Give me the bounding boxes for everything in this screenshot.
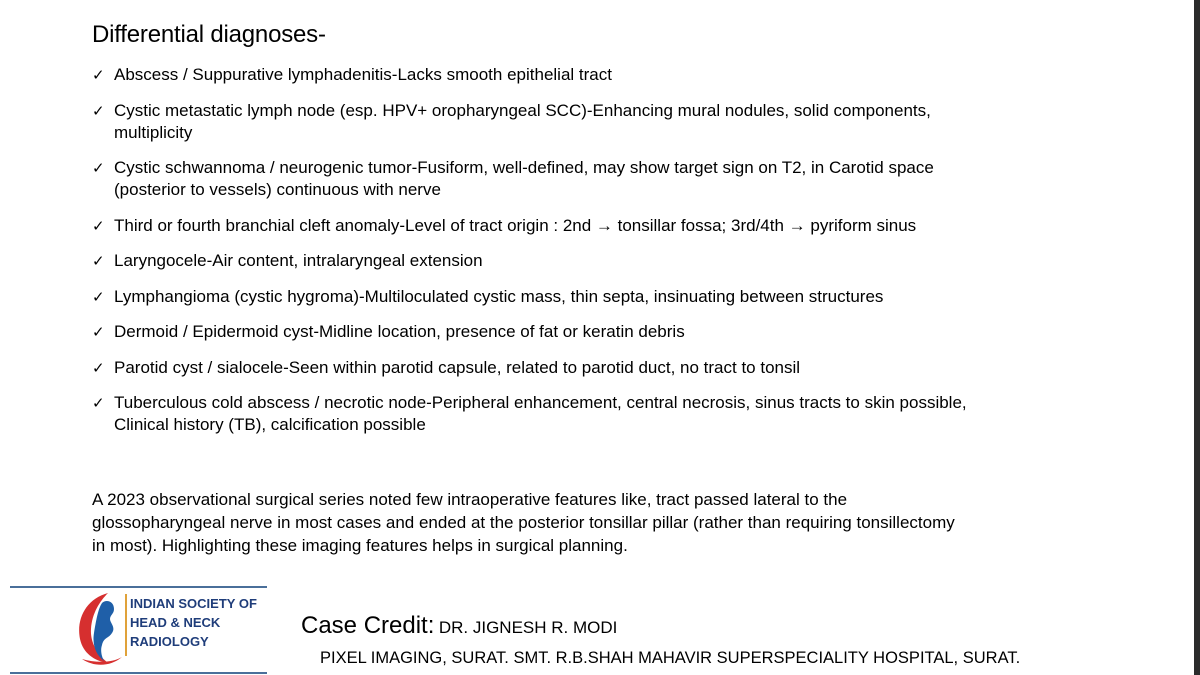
list-item [92, 357, 1092, 379]
item-text: Lymphangioma (cystic hygroma)-Multiloculated cystic mass, thin septa, insinuating between structures [114, 286, 884, 306]
case-credit [301, 611, 617, 641]
list-item [92, 215, 1092, 237]
list-item [92, 392, 1092, 436]
list-item [92, 100, 1092, 144]
checkmark-icon: ✓ [92, 323, 105, 341]
item-text: Cystic schwannoma / neurogenic tumor-Fusiform, well-defined, may show target sign on T2, in Carotid space [114, 158, 934, 177]
list-item [92, 286, 1092, 308]
item-text: Laryngocele-Air content, intralaryngeal extension [114, 251, 483, 270]
list-item [92, 250, 1092, 272]
list-item [92, 157, 1092, 201]
item-text: Abscess / Suppurative lymphadenitis-Lacks smooth epithelial tract [114, 65, 612, 84]
checkmark-icon: ✓ [92, 358, 105, 377]
item-text: Tuberculous cold abscess / necrotic node-Peripheral enhancement, central necrosis, sinus tracts to skin possible, [114, 393, 967, 412]
item-text: Cystic metastatic lymph node (esp. HPV+ oropharyngeal SCC)-Enhancing mural nodules, solid components, [114, 100, 931, 120]
logo-line: RADIOLOGY [130, 634, 209, 649]
note-line: A 2023 observational surgical series noted few intraoperative features like, tract passed lateral to the [92, 490, 848, 509]
list-item [92, 64, 1092, 86]
item-text-continued: multiplicity [114, 122, 193, 142]
logo-top-rule [10, 586, 267, 588]
item-text: Parotid cyst / sialocele-Seen within parotid capsule, related to parotid duct, no tract to tonsil [114, 357, 801, 377]
note-line: glossopharyngeal nerve in most cases and ended at the posterior tonsillar pillar (rather than requiring tonsillectomy [92, 513, 955, 532]
slide-edge-bar [1194, 0, 1200, 675]
list-item [92, 321, 1092, 343]
checkmark-icon: ✓ [92, 287, 105, 306]
logo-bottom-rule [10, 672, 267, 674]
credit-label: Case Credit: [301, 612, 435, 639]
logo-line: HEAD & NECK [130, 615, 221, 630]
checkmark-icon: ✓ [92, 159, 105, 177]
slide-title: Differential diagnoses- [92, 21, 326, 48]
society-emblem-icon [72, 589, 126, 669]
checkmark-icon: ✓ [92, 252, 105, 270]
checkmark-icon: ✓ [92, 216, 105, 235]
surgical-series-note [92, 488, 1102, 557]
differential-list [92, 64, 1092, 450]
credit-name: DR. JIGNESH R. MODI [438, 618, 618, 637]
item-text-continued: (posterior to vessels) continuous with nerve [114, 180, 441, 199]
society-logo-text [130, 594, 257, 651]
item-text-continued: Clinical history (TB), calcification possible [114, 415, 426, 434]
checkmark-icon: ✓ [92, 66, 105, 84]
logo-line: INDIAN SOCIETY OF [130, 596, 257, 611]
checkmark-icon: ✓ [92, 101, 105, 120]
note-line: in most). Highlighting these imaging features helps in surgical planning. [92, 536, 628, 555]
item-text: Third or fourth branchial cleft anomaly-Level of tract origin : 2nd → tonsillar fossa; 3rd/4th → pyriform sinus [114, 215, 917, 235]
credit-affiliation: PIXEL IMAGING, SURAT. SMT. R.B.SHAH MAHAVIR SUPERSPECIALITY HOSPITAL, SURAT. [320, 649, 1021, 667]
logo-divider [125, 594, 127, 656]
checkmark-icon: ✓ [92, 394, 105, 412]
item-text: Dermoid / Epidermoid cyst-Midline location, presence of fat or keratin debris [114, 322, 685, 341]
